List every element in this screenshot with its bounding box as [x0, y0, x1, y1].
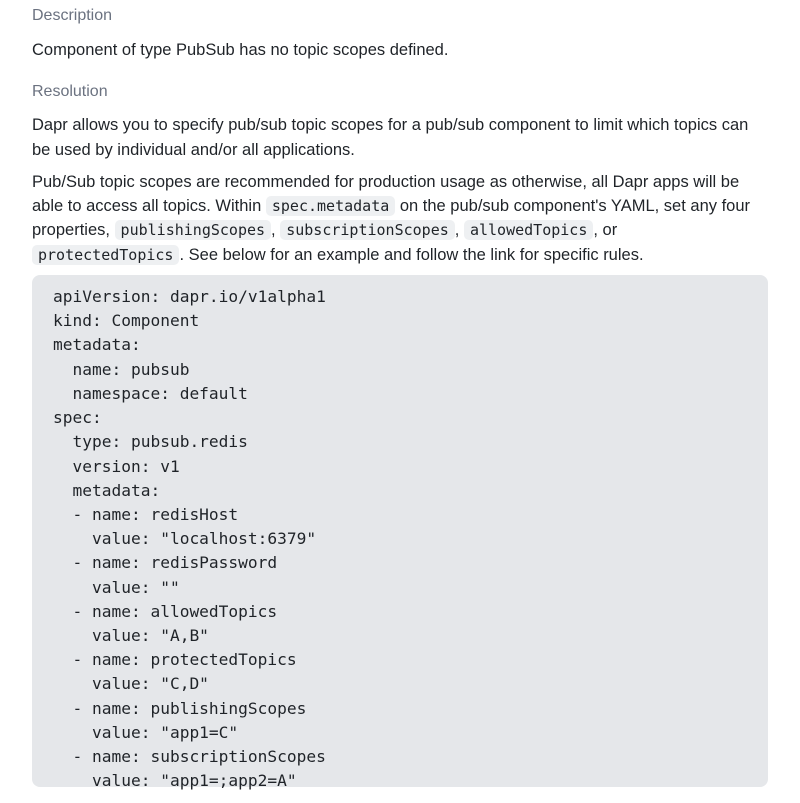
- code-line: name: pubsub: [53, 359, 190, 379]
- code-line: value: "A,B": [53, 625, 209, 645]
- code-line: - name: subscriptionScopes: [53, 746, 326, 766]
- code-line: - name: allowedTopics: [53, 601, 278, 621]
- resolution-text-segment: Pub/Sub topic scopes are recommended for production usage as otherwise, all Dapr apps will be able to access all topics. Within: [32, 172, 740, 216]
- inline-code-subscription-scopes: subscriptionScopes: [280, 220, 455, 240]
- resolution-paragraph-2: [32, 170, 768, 267]
- code-line: - name: protectedTopics: [53, 650, 297, 670]
- code-line: namespace: default: [53, 383, 248, 403]
- inline-code-protected-topics: protectedTopics: [32, 245, 179, 265]
- description-text: Component of type PubSub has no topic scopes defined.: [32, 41, 449, 59]
- separator-text: ,: [271, 221, 281, 240]
- code-line: metadata:: [53, 335, 141, 355]
- separator-text: , or: [593, 221, 618, 240]
- resolution-paragraph-1: Dapr allows you to specify pub/sub topic scopes for a pub/sub component to limit which topics can be used by individual and/or all applications.: [32, 116, 749, 159]
- code-line: metadata:: [53, 480, 161, 500]
- code-line: version: v1: [53, 456, 180, 476]
- code-line: value: "app1=;app2=A": [53, 771, 297, 791]
- yaml-code-block[interactable]: [32, 275, 768, 791]
- code-line: value: "": [53, 577, 180, 597]
- code-line: value: "localhost:6379": [53, 529, 317, 549]
- code-line: value: "app1=C": [53, 722, 239, 742]
- code-line: - name: redisPassword: [53, 553, 278, 573]
- resolution-text-segment: . See below for an example and follow the link for specific rules.: [179, 245, 644, 264]
- code-line: type: pubsub.redis: [53, 432, 248, 452]
- inline-code-publishing-scopes: publishingScopes: [115, 220, 272, 240]
- inline-code-spec-metadata: spec.metadata: [266, 196, 395, 216]
- code-line: value: "C,D": [53, 674, 209, 694]
- code-line: kind: Component: [53, 311, 200, 331]
- code-line: - name: publishingScopes: [53, 698, 307, 718]
- description-heading: Description: [32, 7, 113, 24]
- code-line: - name: redisHost: [53, 504, 239, 524]
- code-line: apiVersion: dapr.io/v1alpha1: [53, 287, 326, 307]
- resolution-text-segment: on the pub/sub component's YAML, set any four properties,: [32, 197, 751, 240]
- code-content: [53, 285, 748, 793]
- inline-code-allowed-topics: allowedTopics: [464, 220, 593, 240]
- code-line: spec:: [53, 408, 102, 428]
- separator-text: ,: [454, 221, 464, 240]
- resolution-heading: Resolution: [32, 83, 108, 101]
